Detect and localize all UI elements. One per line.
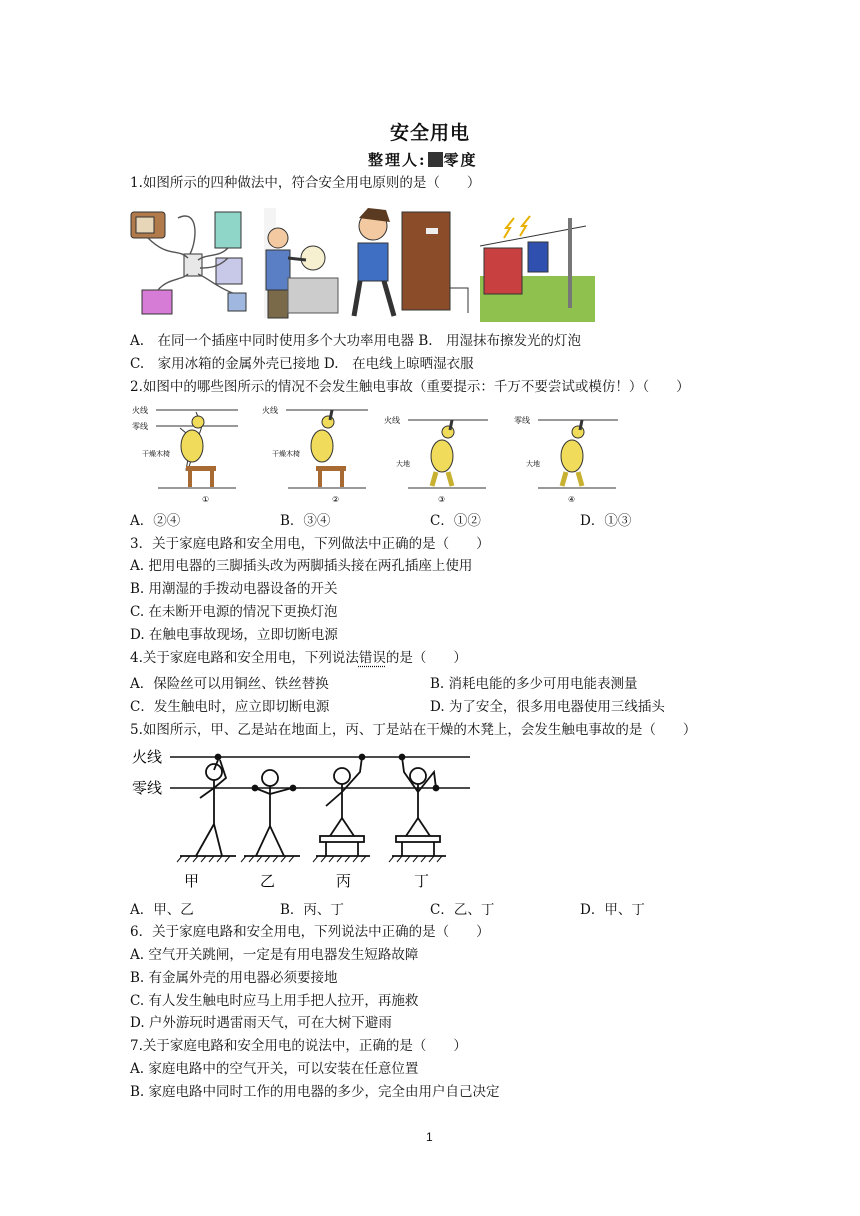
question-7-option-a: A. 家庭电路中的空气开关，可以安装在任意位置: [130, 1061, 419, 1077]
question-3-option-a: A. 把用电器的三脚插头改为两脚插头接在两孔插座上使用: [130, 558, 473, 574]
label-fire-2: 火线: [262, 406, 278, 415]
question-4-stem-emphasis: 错误: [358, 650, 386, 666]
label-fire-1: 火线: [132, 406, 148, 415]
label-neutral-1: 零线: [132, 422, 148, 431]
question-6-option-d: D. 户外游玩时遇雷雨天气，可在大树下避雨: [130, 1015, 392, 1031]
question-4-stem: [130, 648, 467, 668]
question-7-option-b: B. 家庭电路中同时工作的用电器的多少，完全由用户自己决定: [130, 1084, 500, 1100]
question-6-option-c: C. 有人发生触电时应马上用手把人拉开，再施救: [130, 993, 419, 1009]
question-4-stem-post: 的是（ ）: [385, 650, 467, 666]
question-5-option-c: C．乙、丁: [430, 902, 495, 918]
question-5-option-a: A．甲、乙: [130, 902, 194, 918]
question-4-option-d: D. 为了安全，很多用电器使用三线插头: [430, 699, 665, 715]
q5-label-fire: 火线: [132, 748, 163, 766]
question-1-figure: [128, 198, 598, 326]
q5-label-neutral: 零线: [132, 779, 163, 797]
label-fire-3: 火线: [384, 416, 400, 425]
question-3-option-b: B. 用潮湿的手拨动电器设备的开关: [130, 581, 338, 597]
question-4-option-b: B. 消耗电能的多少可用电能表测量: [430, 676, 638, 692]
question-6-option-b: B. 有金属外壳的用电器必须要接地: [130, 970, 338, 986]
author-line: [368, 149, 478, 170]
question-1-option-line-2: C. 家用冰箱的金属外壳已接地 D. 在电线上晾晒湿衣服: [130, 356, 474, 372]
label-n3: ③: [438, 495, 446, 504]
author-label: 整理人:: [368, 151, 427, 169]
page-title: 安全用电: [390, 122, 471, 144]
question-4-stem-pre: 4.关于家庭电路和安全用电，下列说法: [130, 650, 359, 666]
label-n2: ②: [332, 495, 340, 504]
question-6-stem: 6．关于家庭电路和安全用电，下列说法中正确的是（ ）: [130, 924, 490, 940]
grounded-fridge-icon: [354, 208, 468, 316]
question-3-stem: 3．关于家庭电路和安全用电，下列做法中正确的是（ ）: [130, 536, 490, 552]
question-3-option-d: D. 在触电事故现场，立即切断电源: [130, 627, 338, 643]
question-5-option-d: D．甲、丁: [580, 902, 645, 918]
question-2-option-a: A．②④: [130, 513, 181, 529]
question-7-stem: 7.关于家庭电路和安全用电的说法中，正确的是（ ）: [130, 1038, 467, 1054]
label-n1: ①: [202, 495, 210, 504]
multiple-appliances-icon: [131, 212, 246, 314]
q5-label-jia: 甲: [184, 872, 200, 890]
author-name: 零度: [443, 151, 478, 169]
question-1-stem: 1.如图所示的四种做法中，符合安全用电原则的是（ ）: [130, 175, 481, 191]
label-n4: ④: [568, 495, 576, 504]
q5-label-yi: 乙: [260, 872, 276, 890]
figure-2-panel-2: [262, 405, 368, 504]
label-neutral-4: 零线: [514, 416, 530, 425]
question-2-option-d: D．①③: [580, 513, 632, 529]
q5-label-bing: 丙: [336, 872, 352, 890]
figure-2-panel-1: [132, 405, 238, 504]
q5-label-ding: 丁: [414, 872, 430, 890]
question-2-stem: 2.如图中的哪些图所示的情况不会发生触电事故（重要提示：千万不要尝试或模仿！）（ ）: [130, 379, 690, 395]
question-2-option-b: B．③④: [280, 513, 331, 529]
question-2-option-c: C．①②: [430, 513, 481, 529]
question-4-option-c: C．发生触电时，应立即切断电源: [130, 699, 330, 715]
label-stool-2: 干燥木椅: [272, 450, 300, 458]
label-ground-3: 大地: [396, 460, 410, 468]
question-5-figure: [130, 742, 475, 894]
page-number: 1: [426, 1130, 433, 1144]
figure-2-panel-4: [514, 415, 618, 504]
question-6-option-a: A. 空气开关跳闸，一定是有用电器发生短路故障: [130, 947, 419, 963]
question-4-option-a: A．保险丝可以用铜丝、铁丝替换: [130, 676, 329, 692]
label-ground-4: 大地: [526, 460, 540, 468]
question-2-figure: [128, 398, 628, 508]
question-5-stem: 5.如图所示，甲、乙是站在地面上，丙、丁是站在干燥的木凳上，会发生触电事故的是（ ）: [130, 722, 697, 738]
figure-2-panel-3: [384, 415, 488, 504]
question-1-option-line-1: A. 在同一个插座中同时使用多个大功率用电器 B. 用湿抹布擦发光的灯泡: [130, 333, 582, 349]
clothes-on-wire-icon: [480, 216, 595, 322]
wiping-lamp-icon: [264, 208, 338, 318]
question-5-option-b: B．丙、丁: [280, 902, 344, 918]
author-avatar-icon: [428, 152, 443, 167]
label-stool-1: 干燥木椅: [142, 450, 170, 458]
question-3-option-c: C. 在未断开电源的情况下更换灯泡: [130, 604, 338, 620]
